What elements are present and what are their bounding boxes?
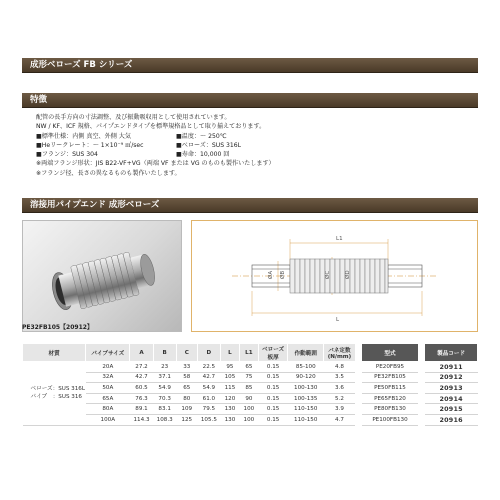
cell-b: 23 (153, 362, 176, 373)
cell-stroke: 100-135 (288, 393, 324, 404)
material-cell (23, 362, 86, 426)
cell-model: PE32FB105 (362, 372, 419, 383)
cell-model: PE100FB130 (362, 414, 419, 425)
cell-l: 120 (220, 393, 239, 404)
bellows-illustration (23, 221, 182, 332)
spec-left: ■フランジ：SUS 304 (36, 151, 98, 159)
cell-pipe-size: 50A (86, 383, 130, 394)
col-d: D (197, 344, 220, 362)
cell-pipe-size: 80A (86, 404, 130, 415)
label-d: ØD (345, 270, 351, 279)
cell-code: 20914 (425, 393, 478, 404)
col-model: 型式 (362, 344, 419, 362)
spec-right: ■温度：～ 250℃ (176, 132, 227, 140)
table-row (23, 393, 478, 404)
cell-thickness: 0.15 (258, 393, 287, 404)
cell-stroke: 110-150 (288, 414, 324, 425)
col-material: 材質 (23, 344, 86, 362)
spec-row (36, 150, 476, 159)
cell-l1: 65 (239, 362, 258, 373)
cell-model: PE80FB130 (362, 404, 419, 415)
cell-pipe-size: 32A (86, 372, 130, 383)
cell-code: 20913 (425, 383, 478, 394)
label-l1: L1 (336, 236, 343, 242)
cell-b: 83.1 (153, 404, 176, 415)
bellows-photo (22, 220, 182, 332)
cell-thickness: 0.15 (258, 383, 287, 394)
cell-stroke: 110-150 (288, 404, 324, 415)
table-header-row (23, 344, 478, 362)
cell-model: PE20FB95 (362, 362, 419, 373)
col-b: B (153, 344, 176, 362)
cell-thickness: 0.15 (258, 372, 287, 383)
cell-spring: 3.5 (324, 372, 356, 383)
cell-a: 42.7 (130, 372, 153, 383)
cell-l1: 90 (239, 393, 258, 404)
cell-b: 70.3 (153, 393, 176, 404)
intro-line: NW / KF、ICF 規格、パイプエンドタイプを標準規格品として取り揃えております。 (36, 123, 266, 131)
label-l: L (336, 317, 340, 323)
note-line: ※フランジ径、長さの異なるものも製作いたします。 (36, 169, 181, 177)
col-thickness: ベローズ 板厚 (258, 344, 287, 362)
caption-model: PE32FB105 (22, 324, 61, 331)
intro-line: 配管の長手方向の寸法調整、及び振動吸収用として使用されています。 (36, 114, 231, 121)
cell-spring: 4.8 (324, 362, 356, 373)
cell-b: 54.9 (153, 383, 176, 394)
table-row (23, 404, 478, 415)
label-c: ØC (325, 270, 331, 279)
cell-l: 115 (220, 383, 239, 394)
cell-c: 65 (176, 383, 197, 394)
cell-l1: 100 (239, 414, 258, 425)
cell-c: 58 (176, 372, 197, 383)
note-line: ※両端フランジ形状：JIS B22-VF+VG（両端 VF または VG のものも製作いたします） (36, 160, 275, 168)
cell-thickness: 0.15 (258, 362, 287, 373)
cell-stroke: 85-100 (288, 362, 324, 373)
cell-a: 114.3 (130, 414, 153, 425)
cell-thickness: 0.15 (258, 414, 287, 425)
col-pipe-size: パイプサイズ (86, 344, 130, 362)
cell-spring: 5.2 (324, 393, 356, 404)
cell-pipe-size: 20A (86, 362, 130, 373)
cell-c: 80 (176, 393, 197, 404)
photo-caption (22, 322, 93, 331)
cell-model: PE50FB115 (362, 383, 419, 394)
dimension-diagram (191, 220, 478, 332)
col-l1: L1 (239, 344, 258, 362)
cell-l1: 100 (239, 404, 258, 415)
cell-c: 125 (176, 414, 197, 425)
cell-a: 27.2 (130, 362, 153, 373)
cell-c: 33 (176, 362, 197, 373)
col-l: L (220, 344, 239, 362)
table-row (23, 372, 478, 383)
cell-model: PE65FB120 (362, 393, 419, 404)
cell-l: 130 (220, 404, 239, 415)
label-b: ØB (280, 270, 286, 279)
col-a: A (130, 344, 153, 362)
spec-right: ■寿命：10,000 回 (176, 151, 230, 159)
spec-left: ■Heリークレート：～ 1×10⁻⁹ ㎥/sec (36, 141, 144, 149)
cell-a: 89.1 (130, 404, 153, 415)
col-code: 製品コード (425, 344, 478, 362)
cell-b: 108.3 (153, 414, 176, 425)
table-row (23, 414, 478, 425)
col-c: C (176, 344, 197, 362)
cell-l1: 85 (239, 383, 258, 394)
cell-code: 20915 (425, 404, 478, 415)
cell-b: 37.1 (153, 372, 176, 383)
technical-drawing (192, 221, 479, 333)
table-row (23, 383, 478, 394)
cell-d: 54.9 (197, 383, 220, 394)
material-line: パイプ ：SUS 316 (30, 394, 82, 401)
spec-row (36, 132, 476, 141)
cell-code: 20912 (425, 372, 478, 383)
spec-row (36, 141, 476, 150)
cell-d: 42.7 (197, 372, 220, 383)
table-row (23, 362, 478, 373)
cell-pipe-size: 100A (86, 414, 130, 425)
cell-stroke: 100-130 (288, 383, 324, 394)
spec-right: ■ベローズ：SUS 316L (176, 141, 242, 149)
material-line: ベローズ：SUS 316L (30, 386, 85, 393)
label-a: ØA (268, 270, 274, 279)
cell-c: 109 (176, 404, 197, 415)
cell-l: 105 (220, 372, 239, 383)
cell-code: 20911 (425, 362, 478, 373)
series-title-banner: 成形ベローズ FB シリーズ (22, 58, 478, 73)
col-spring: バネ定数 (N/mm) (324, 344, 356, 362)
spec-left: ■標準仕様：内側 真空、外側 大気 (36, 132, 131, 140)
cell-l: 130 (220, 414, 239, 425)
col-stroke: 作動範囲 (288, 344, 324, 362)
cell-spring: 3.9 (324, 404, 356, 415)
cell-a: 60.5 (130, 383, 153, 394)
cell-l: 95 (220, 362, 239, 373)
cell-spring: 3.6 (324, 383, 356, 394)
cell-d: 105.5 (197, 414, 220, 425)
features-banner: 特徴 (22, 93, 478, 108)
cell-spring: 4.7 (324, 414, 356, 425)
spec-table (22, 343, 478, 426)
cell-a: 76.3 (130, 393, 153, 404)
cell-d: 61.0 (197, 393, 220, 404)
cell-d: 22.5 (197, 362, 220, 373)
caption-code: 【20912】 (60, 324, 93, 331)
cell-code: 20916 (425, 414, 478, 425)
cell-stroke: 90-120 (288, 372, 324, 383)
cell-d: 79.5 (197, 404, 220, 415)
cell-l1: 75 (239, 372, 258, 383)
features-content (36, 113, 476, 178)
cell-pipe-size: 65A (86, 393, 130, 404)
pipe-end-banner: 溶接用パイプエンド 成形ベローズ (22, 198, 478, 213)
cell-thickness: 0.15 (258, 404, 287, 415)
